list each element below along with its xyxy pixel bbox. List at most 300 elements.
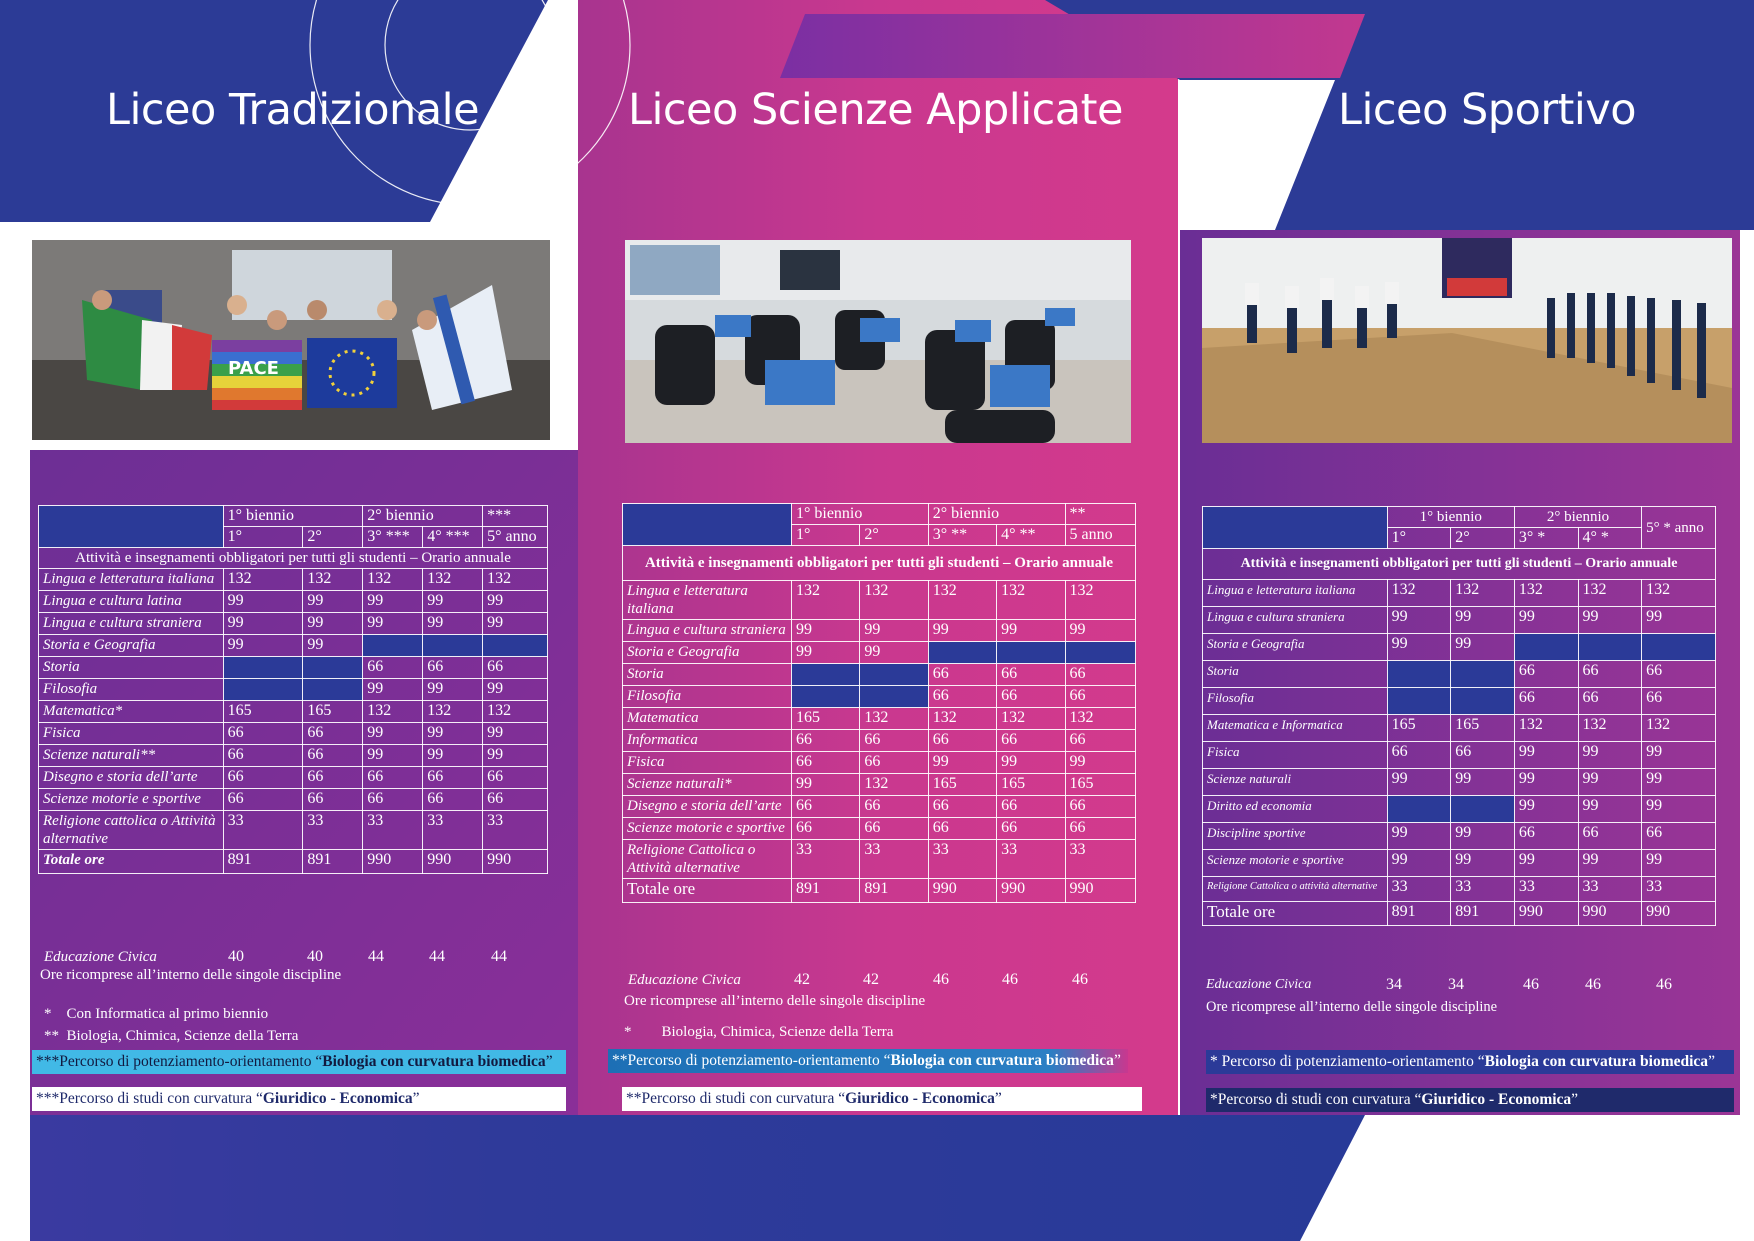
band-suffix: ” — [1113, 1052, 1121, 1069]
header-fifth-top: ** — [1065, 504, 1135, 525]
hours-cell: 66 — [1514, 661, 1578, 688]
hours-cell: 66 — [1065, 730, 1135, 752]
hours-cell: 66 — [223, 767, 303, 789]
total-row — [1203, 902, 1716, 926]
hours-cell: 165 — [1387, 715, 1451, 742]
table-row — [39, 591, 548, 613]
table-corner — [39, 506, 224, 548]
table-row — [1203, 769, 1716, 796]
table-row — [39, 569, 548, 591]
pace-flag-text: PACE — [228, 358, 279, 379]
schedule-table-scienze-applicate — [622, 503, 1136, 903]
total-cell: 990 — [1578, 902, 1642, 926]
hours-cell: 132 — [303, 569, 363, 591]
header-year-5: 5° * anno — [1642, 507, 1716, 549]
subject-name: Lingua e letteratura italiana — [39, 569, 224, 591]
hours-cell: 99 — [483, 745, 548, 767]
hours-cell: 99 — [860, 620, 928, 642]
civica-note: Ore ricomprese all’interno delle singole discipline — [40, 967, 342, 983]
hours-cell: 66 — [483, 657, 548, 679]
civica-value-1: 34 — [1386, 976, 1402, 993]
subject-name: Lingua e cultura straniera — [1203, 607, 1388, 634]
hours-cell: 99 — [1514, 796, 1578, 823]
hours-cell: 33 — [483, 811, 548, 850]
hours-cell: 99 — [791, 774, 859, 796]
hours-cell: 66 — [860, 818, 928, 840]
subject-name: Religione Cattolica o Attività alternative — [623, 840, 792, 879]
hours-cell: 165 — [1065, 774, 1135, 796]
hours-cell: 66 — [997, 796, 1065, 818]
hours-cell: 33 — [363, 811, 423, 850]
civica-value-3: 46 — [933, 971, 949, 988]
hours-cell: 33 — [1514, 877, 1578, 902]
band-prefix: **Percorso di studi con curvatura “ — [626, 1090, 846, 1107]
subject-name: Filosofia — [1203, 688, 1388, 715]
civica-label: Educazione Civica — [44, 949, 157, 965]
hours-cell: 99 — [303, 635, 363, 657]
table-row — [39, 679, 548, 701]
hours-cell: 132 — [860, 708, 928, 730]
hours-cell: 132 — [1451, 580, 1515, 607]
header-year-5: 5° anno — [483, 527, 548, 548]
total-row — [623, 879, 1136, 903]
civica-value-5: 44 — [491, 948, 507, 965]
total-cell: 990 — [363, 850, 423, 874]
hours-cell — [997, 642, 1065, 664]
header-biennio1: 1° biennio — [1387, 507, 1514, 528]
total-row — [39, 850, 548, 874]
hours-cell: 99 — [223, 591, 303, 613]
civica-value-5: 46 — [1072, 971, 1088, 988]
section-heading: Attività e insegnamenti obbligatori per tutti gli studenti – Orario annuale — [1203, 549, 1716, 580]
hours-cell: 99 — [1387, 769, 1451, 796]
band-prefix: ***Percorso di studi con curvatura “ — [36, 1090, 263, 1107]
hours-cell: 66 — [997, 664, 1065, 686]
hours-cell: 99 — [1514, 769, 1578, 796]
civica-value-2: 40 — [307, 948, 323, 965]
hours-cell: 33 — [1642, 877, 1716, 902]
hours-cell: 66 — [483, 767, 548, 789]
header-biennio2: 2° biennio — [1514, 507, 1641, 528]
total-cell: 990 — [928, 879, 996, 903]
section-heading: Attività e insegnamenti obbligatori per tutti gli studenti – Orario annuale — [39, 548, 548, 569]
header-year-1: 1° — [1387, 528, 1451, 549]
hours-cell — [1578, 634, 1642, 661]
hours-cell: 132 — [363, 569, 423, 591]
header-year-4: 4° * — [1578, 528, 1642, 549]
hours-cell: 66 — [997, 730, 1065, 752]
hours-cell: 66 — [928, 664, 996, 686]
table-row — [623, 708, 1136, 730]
header-year-4: 4° *** — [423, 527, 483, 548]
hours-cell: 99 — [363, 745, 423, 767]
hours-cell: 132 — [1514, 580, 1578, 607]
civica-value-1: 42 — [794, 971, 810, 988]
table-row — [1203, 607, 1716, 634]
subject-name: Lingua e cultura latina — [39, 591, 224, 613]
band-giuridico — [622, 1087, 1142, 1111]
hours-cell: 99 — [1642, 850, 1716, 877]
band-bold: Giuridico - Economica — [262, 1090, 413, 1107]
total-cell: 891 — [791, 879, 859, 903]
table-body — [39, 569, 548, 874]
header-year-1: 1° — [791, 525, 859, 546]
hours-cell: 66 — [1578, 823, 1642, 850]
hours-cell: 99 — [928, 620, 996, 642]
subject-name: Disegno e storia dell’arte — [623, 796, 792, 818]
subject-name: Lingua e letteratura italiana — [623, 581, 792, 620]
band-bold: Biologia con curvatura biomedica — [1484, 1053, 1709, 1070]
hours-cell: 99 — [1578, 850, 1642, 877]
civica-value-4: 44 — [429, 948, 445, 965]
hours-cell: 99 — [1642, 769, 1716, 796]
hours-cell: 132 — [1065, 708, 1135, 730]
table-row — [1203, 823, 1716, 850]
title-liceo-tradizionale: Liceo Tradizionale — [106, 85, 480, 135]
band-giuridico — [32, 1087, 566, 1111]
hours-cell: 66 — [483, 789, 548, 811]
hours-cell: 132 — [483, 701, 548, 723]
subject-name: Disegno e storia dell’arte — [39, 767, 224, 789]
table-row — [39, 635, 548, 657]
table-row — [623, 730, 1136, 752]
civica-value-2: 42 — [863, 971, 879, 988]
schedule-table-sportivo — [1202, 506, 1716, 926]
hours-cell — [223, 679, 303, 701]
civica-value-4: 46 — [1585, 976, 1601, 993]
hours-cell: 132 — [928, 708, 996, 730]
hours-cell: 33 — [997, 840, 1065, 879]
hours-cell: 66 — [928, 818, 996, 840]
subject-name: Informatica — [623, 730, 792, 752]
header-year-5: 5 anno — [1065, 525, 1135, 546]
band-biomedica — [32, 1050, 566, 1074]
hours-cell: 99 — [997, 620, 1065, 642]
table-row — [623, 818, 1136, 840]
hours-cell: 66 — [363, 657, 423, 679]
hours-cell — [791, 664, 859, 686]
hours-cell: 99 — [1451, 850, 1515, 877]
civica-value-4: 46 — [1002, 971, 1018, 988]
hours-cell: 66 — [303, 723, 363, 745]
hours-cell — [1642, 634, 1716, 661]
table-row — [1203, 715, 1716, 742]
hours-cell: 33 — [223, 811, 303, 850]
hours-cell: 132 — [1578, 715, 1642, 742]
hours-cell — [1514, 634, 1578, 661]
hours-cell — [1451, 661, 1515, 688]
header-biennio2: 2° biennio — [363, 506, 483, 527]
subject-name: Religione cattolica o Attività alternative — [39, 811, 224, 850]
subject-name: Storia e Geografia — [1203, 634, 1388, 661]
table-row — [39, 657, 548, 679]
hours-cell: 66 — [1387, 742, 1451, 769]
total-label: Totale ore — [623, 879, 792, 903]
header-year-3: 3° ** — [928, 525, 996, 546]
hours-cell: 132 — [423, 701, 483, 723]
photo-students-flags — [32, 240, 550, 440]
subject-name: Matematica e Informatica — [1203, 715, 1388, 742]
hours-cell: 66 — [303, 789, 363, 811]
civica-note: Ore ricomprese all’interno delle singole discipline — [1206, 999, 1498, 1015]
civica-note: Ore ricomprese all’interno delle singole discipline — [624, 993, 926, 1009]
hours-cell: 66 — [997, 818, 1065, 840]
band-suffix: ” — [545, 1053, 553, 1070]
hours-cell: 33 — [1065, 840, 1135, 879]
header-biennio1: 1° biennio — [791, 504, 928, 525]
header-year-2: 2° — [303, 527, 363, 548]
band-suffix: ” — [994, 1090, 1002, 1107]
civica-label: Educazione Civica — [628, 972, 741, 988]
hours-cell: 132 — [1578, 580, 1642, 607]
subject-name: Scienze naturali** — [39, 745, 224, 767]
photo-gym-students — [1202, 238, 1732, 443]
subject-name: Matematica — [623, 708, 792, 730]
table-row — [623, 581, 1136, 620]
hours-cell: 99 — [223, 613, 303, 635]
hours-cell: 66 — [1642, 661, 1716, 688]
hours-cell: 66 — [791, 752, 859, 774]
band-suffix: ” — [1571, 1091, 1579, 1108]
section-heading: Attività e insegnamenti obbligatori per tutti gli studenti – Orario annuale — [623, 546, 1136, 581]
hours-cell: 66 — [1065, 664, 1135, 686]
hours-cell: 99 — [791, 642, 859, 664]
hours-cell — [860, 664, 928, 686]
hours-cell: 66 — [791, 796, 859, 818]
table-row — [39, 745, 548, 767]
band-bold: Giuridico - Economica — [1421, 1091, 1572, 1108]
hours-cell: 66 — [860, 752, 928, 774]
hours-cell: 66 — [1514, 823, 1578, 850]
civica-value-5: 46 — [1656, 976, 1672, 993]
table-row — [1203, 688, 1716, 715]
table-body — [1203, 580, 1716, 926]
table-row — [1203, 580, 1716, 607]
table-row — [623, 664, 1136, 686]
total-cell: 891 — [860, 879, 928, 903]
hours-cell: 132 — [223, 569, 303, 591]
table-row — [1203, 634, 1716, 661]
hours-cell: 99 — [363, 591, 423, 613]
hours-cell — [1451, 688, 1515, 715]
hours-cell: 99 — [1451, 769, 1515, 796]
table-row — [1203, 850, 1716, 877]
hours-cell: 99 — [1642, 796, 1716, 823]
hours-cell: 99 — [860, 642, 928, 664]
hours-cell: 66 — [928, 796, 996, 818]
hours-cell: 33 — [1387, 877, 1451, 902]
header-biennio1: 1° biennio — [223, 506, 363, 527]
hours-cell: 165 — [791, 708, 859, 730]
hours-cell: 66 — [860, 730, 928, 752]
header-year-3: 3° * — [1514, 528, 1578, 549]
hours-cell: 165 — [223, 701, 303, 723]
hours-cell: 99 — [1065, 752, 1135, 774]
hours-cell: 132 — [860, 581, 928, 620]
hours-cell: 66 — [928, 686, 996, 708]
hours-cell — [363, 635, 423, 657]
hours-cell: 99 — [363, 723, 423, 745]
header-year-1: 1° — [223, 527, 303, 548]
total-cell: 891 — [303, 850, 363, 874]
subject-name: Fisica — [623, 752, 792, 774]
hours-cell: 66 — [1065, 796, 1135, 818]
subject-name: Lingua e letteratura italiana — [1203, 580, 1388, 607]
hours-cell: 99 — [1514, 742, 1578, 769]
hours-cell — [1387, 688, 1451, 715]
subject-name: Filosofia — [623, 686, 792, 708]
band-bold: Biologia con curvatura biomedica — [322, 1053, 546, 1070]
subject-name: Storia e Geografia — [623, 642, 792, 664]
hours-cell: 66 — [303, 745, 363, 767]
hours-cell: 132 — [1387, 580, 1451, 607]
hours-cell: 66 — [363, 767, 423, 789]
total-cell: 990 — [1642, 902, 1716, 926]
hours-cell: 99 — [1387, 850, 1451, 877]
total-cell: 990 — [1514, 902, 1578, 926]
footnote: ** Biologia, Chimica, Scienze della Terra — [44, 1028, 299, 1044]
hours-cell — [928, 642, 996, 664]
hours-cell: 132 — [483, 569, 548, 591]
hours-cell: 66 — [423, 789, 483, 811]
hours-cell: 99 — [363, 679, 423, 701]
table-body — [623, 581, 1136, 903]
hours-cell: 132 — [791, 581, 859, 620]
hours-cell: 99 — [1451, 607, 1515, 634]
hours-cell: 66 — [791, 818, 859, 840]
hours-cell — [791, 686, 859, 708]
subject-name: Discipline sportive — [1203, 823, 1388, 850]
table-row — [1203, 742, 1716, 769]
table-row — [39, 701, 548, 723]
hours-cell: 33 — [791, 840, 859, 879]
hours-cell: 99 — [1514, 850, 1578, 877]
table-row — [623, 840, 1136, 879]
hours-cell: 99 — [1578, 607, 1642, 634]
band-prefix: ***Percorso di potenziamento-orientamento “ — [36, 1053, 323, 1070]
civica-value-3: 44 — [368, 948, 384, 965]
table-row — [39, 767, 548, 789]
hours-cell: 99 — [997, 752, 1065, 774]
hours-cell: 66 — [1578, 688, 1642, 715]
hours-cell — [483, 635, 548, 657]
footnote: * Con Informatica al primo biennio — [44, 1006, 269, 1022]
hours-cell: 33 — [1578, 877, 1642, 902]
table-row — [623, 752, 1136, 774]
hours-cell: 33 — [860, 840, 928, 879]
table-corner — [1203, 507, 1388, 549]
table-row — [39, 723, 548, 745]
hours-cell: 66 — [1642, 688, 1716, 715]
subject-name: Scienze motorie e sportive — [1203, 850, 1388, 877]
hours-cell: 99 — [1514, 607, 1578, 634]
header-year-3: 3° *** — [363, 527, 423, 548]
subject-name: Filosofia — [39, 679, 224, 701]
hours-cell: 132 — [860, 774, 928, 796]
subject-name: Religione Cattolica o attività alternative — [1203, 877, 1388, 902]
hours-cell: 99 — [303, 613, 363, 635]
table-row — [623, 620, 1136, 642]
hours-cell: 132 — [997, 581, 1065, 620]
hours-cell: 132 — [1065, 581, 1135, 620]
hours-cell: 66 — [1065, 818, 1135, 840]
title-liceo-scienze-applicate: Liceo Scienze Applicate — [628, 85, 1123, 135]
table-row — [1203, 796, 1716, 823]
hours-cell: 99 — [1451, 634, 1515, 661]
table-row — [39, 613, 548, 635]
hours-cell: 99 — [423, 745, 483, 767]
subject-name: Lingua e cultura straniera — [623, 620, 792, 642]
table-row — [39, 789, 548, 811]
hours-cell: 132 — [363, 701, 423, 723]
table-corner — [623, 504, 792, 546]
civica-value-2: 34 — [1448, 976, 1464, 993]
hours-cell: 99 — [483, 679, 548, 701]
subject-name: Storia — [1203, 661, 1388, 688]
hours-cell: 33 — [928, 840, 996, 879]
hours-cell: 66 — [928, 730, 996, 752]
hours-cell — [1065, 642, 1135, 664]
hours-cell: 99 — [423, 723, 483, 745]
hours-cell: 99 — [483, 723, 548, 745]
hours-cell: 33 — [1451, 877, 1515, 902]
band-biomedica — [1206, 1050, 1734, 1074]
hours-cell: 66 — [1451, 742, 1515, 769]
hours-cell — [860, 686, 928, 708]
hours-cell: 99 — [1578, 769, 1642, 796]
hours-cell: 66 — [1514, 688, 1578, 715]
subject-name: Fisica — [1203, 742, 1388, 769]
hours-cell: 132 — [1642, 580, 1716, 607]
hours-cell: 99 — [423, 679, 483, 701]
hours-cell: 99 — [1387, 823, 1451, 850]
hours-cell — [303, 657, 363, 679]
hours-cell: 99 — [483, 613, 548, 635]
table-row — [623, 796, 1136, 818]
table-row — [623, 686, 1136, 708]
hours-cell: 99 — [928, 752, 996, 774]
photo-computer-lab — [625, 240, 1131, 443]
hours-cell: 66 — [223, 745, 303, 767]
band-suffix: ” — [1708, 1053, 1715, 1070]
hours-cell: 66 — [1642, 823, 1716, 850]
subject-name: Scienze motorie e sportive — [623, 818, 792, 840]
table-row — [1203, 877, 1716, 902]
hours-cell: 66 — [1065, 686, 1135, 708]
hours-cell: 66 — [303, 767, 363, 789]
schedule-table-tradizionale — [38, 505, 548, 874]
subject-name: Storia — [623, 664, 792, 686]
band-bold: Giuridico - Economica — [845, 1090, 995, 1107]
hours-cell: 66 — [223, 789, 303, 811]
hours-cell: 99 — [423, 591, 483, 613]
hours-cell: 99 — [303, 591, 363, 613]
total-cell: 891 — [223, 850, 303, 874]
hours-cell: 165 — [1451, 715, 1515, 742]
hours-cell: 66 — [997, 686, 1065, 708]
hours-cell: 99 — [223, 635, 303, 657]
total-label: Totale ore — [1203, 902, 1388, 926]
hours-cell: 132 — [423, 569, 483, 591]
hours-cell: 99 — [1451, 823, 1515, 850]
band-prefix: **Percorso di potenziamento-orientamento “ — [612, 1052, 891, 1069]
hours-cell — [223, 657, 303, 679]
total-cell: 990 — [483, 850, 548, 874]
header-biennio2: 2° biennio — [928, 504, 1065, 525]
subject-name: Matematica* — [39, 701, 224, 723]
hours-cell: 132 — [1514, 715, 1578, 742]
hours-cell: 99 — [423, 613, 483, 635]
